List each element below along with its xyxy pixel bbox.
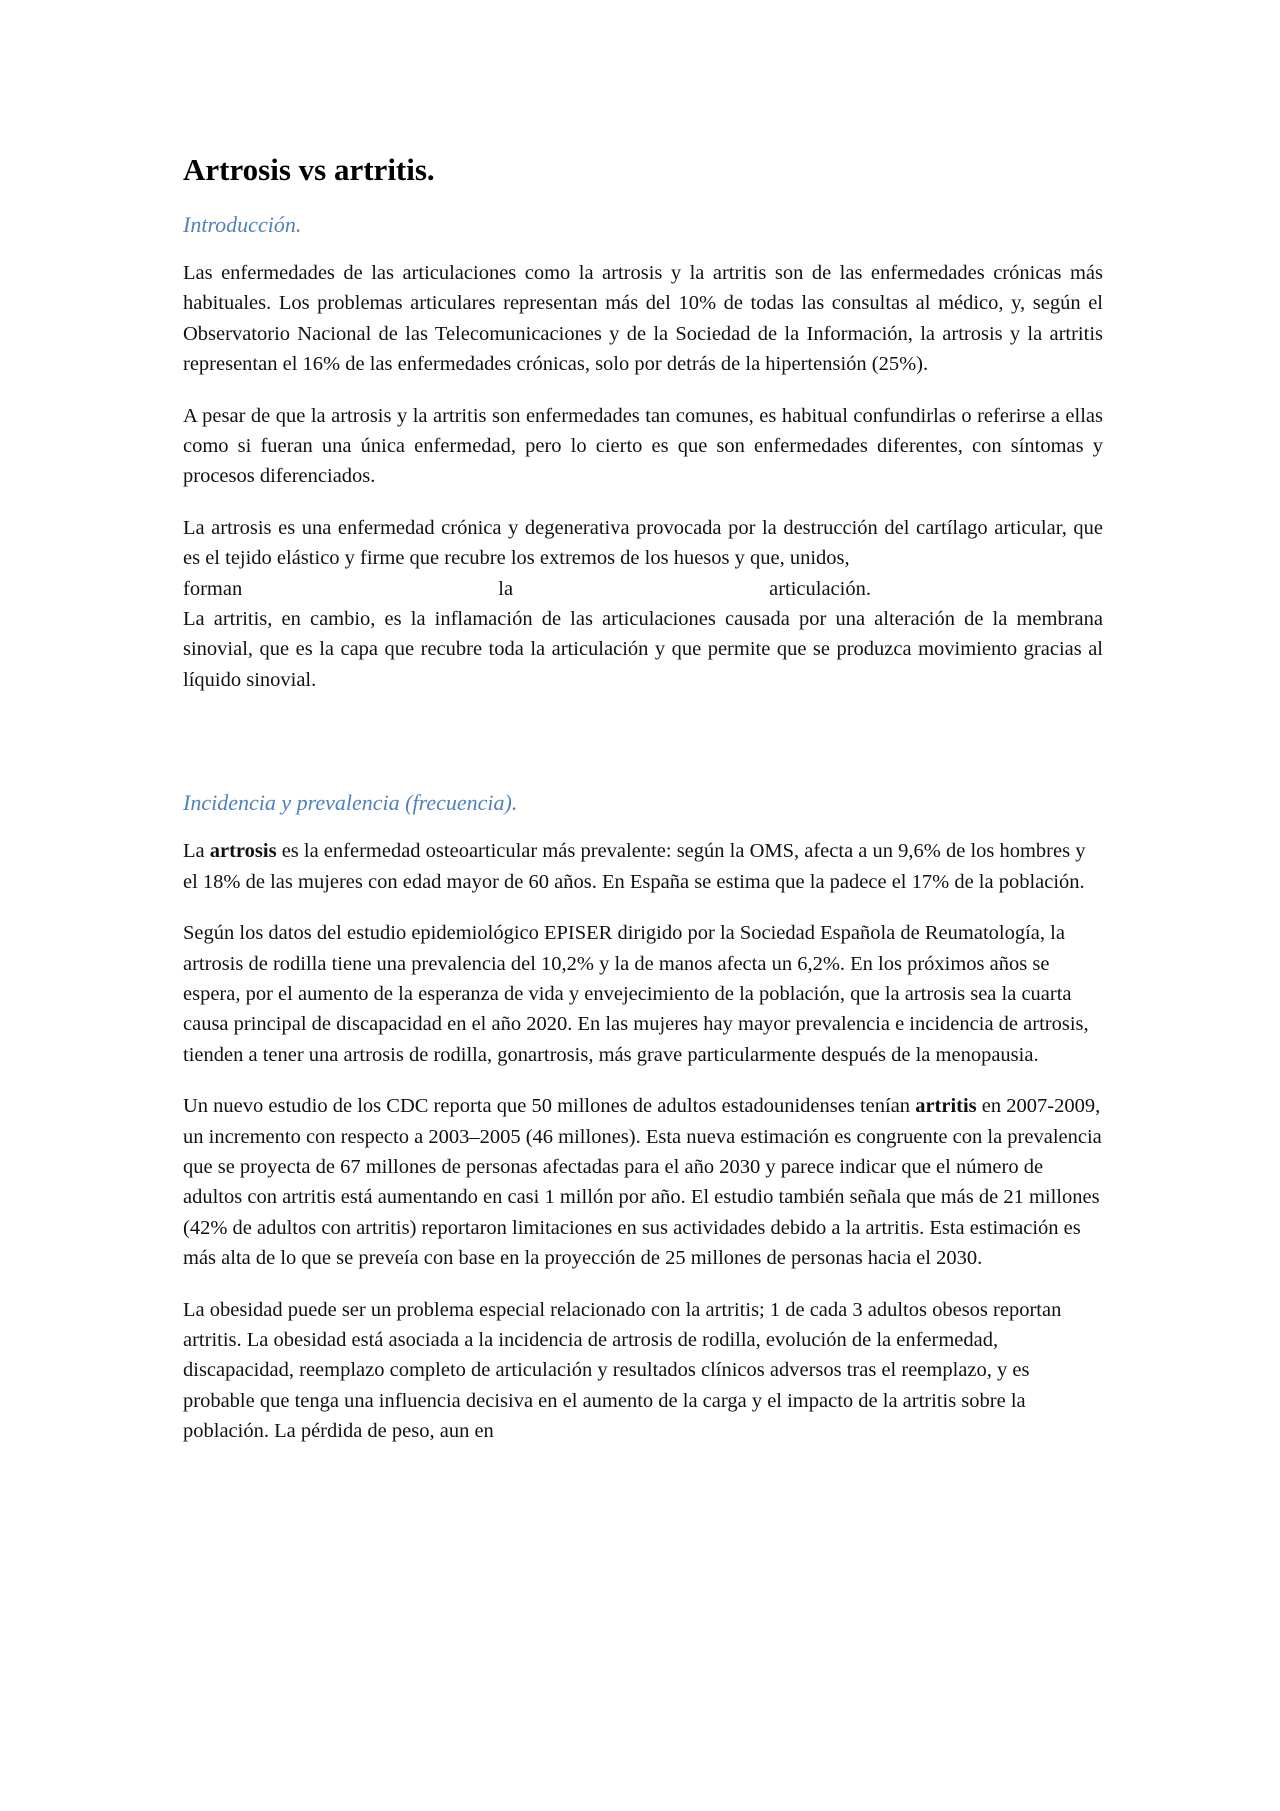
paragraph-text: Un nuevo estudio de los CDC reporta que 50 millones de adultos estadounidenses tenían xyxy=(183,1095,916,1118)
paragraph: Las enfermedades de las articulaciones como la artrosis y la artritis son de las enfermedades crónicas más habituales. Los problemas articulares representan más del 10% de todas las consultas al médico, y, según el Observatorio Nacional de las Telecomunicaciones y de la Sociedad de la Información, la artrosis y la artritis representan el 16% de las enfermedades crónicas, solo por detrás de la hipertensión (25%). xyxy=(183,262,1103,376)
justified-last-line xyxy=(183,574,1103,604)
document-title: Artrosis vs artritis. xyxy=(183,152,435,187)
paragraph xyxy=(183,513,1103,604)
paragraph: La obesidad puede ser un problema especial relacionado con la artritis; 1 de cada 3 adultos obesos reportan artritis. La obesidad está asociada a la incidencia de artrosis de rodilla, evolución de la enfermedad, discapacidad, reemplazo completo de articulación y resultados clínicos adversos tras el reemplazo, y es probable que tenga una influencia decisiva en el aumento de la carga y el impacto de la artritis sobre la población. La pérdida de peso, aun en xyxy=(183,1298,1062,1443)
paragraph xyxy=(183,836,1103,897)
paragraph-text: en 2007-2009, un incremento con respecto a 2003–2005 (46 millones). Esta nueva estimación es congruente con la prevalencia que se proyecta de 67 millones de personas afectadas para el año 2030 y parece indicar que el número de adultos con artritis está aumentando en casi 1 millón por año. El estudio también señala que más de 21 millones (42% de adultos con artritis) reportaron limitaciones en sus actividades debido a la artritis. Esta estimación es más alta de lo que se preveía con base en la proyección de 25 millones de personas hacia el 2030. xyxy=(183,1095,1102,1270)
section-heading-incidencia: Incidencia y prevalencia (frecuencia). xyxy=(183,790,518,816)
section-heading-introduccion: Introducción. xyxy=(183,212,302,237)
word: la xyxy=(498,577,514,600)
bold-keyword: artritis xyxy=(915,1095,977,1118)
paragraph-text: La artrosis es una enfermedad crónica y degenerativa provocada por la destrucción del cartílago articular, que es el tejido elástico y firme que recubre los extremos de los huesos y que, unidos, xyxy=(183,516,1103,570)
paragraph-text: es la enfermedad osteoarticular más prevalente: según la OMS, afecta a un 9,6% de los hombres y el 18% de las mujeres con edad mayor de 60 años. En España se estima que la padece el 17% de la población. xyxy=(183,840,1086,893)
word: forman xyxy=(183,577,243,600)
paragraph xyxy=(183,1091,1103,1273)
word: articulación. xyxy=(769,577,871,600)
bold-keyword: artrosis xyxy=(209,840,277,863)
paragraph-text: La xyxy=(183,840,210,863)
section-spacer xyxy=(183,716,1103,788)
paragraph: A pesar de que la artrosis y la artritis son enfermedades tan comunes, es habitual confundirlas o referirse a ellas como si fueran una única enfermedad, pero lo cierto es que son enfermedades diferentes, con síntomas y procesos diferenciados. xyxy=(183,404,1103,488)
document-body xyxy=(183,150,1103,1447)
paragraph: Según los datos del estudio epidemiológico EPISER dirigido por la Sociedad Española de Reumatología, la artrosis de rodilla tiene una prevalencia del 10,2% y la de manos afecta un 6,2%. En los próximos años se espera, por el aumento de la esperanza de vida y envejecimiento de la población, que la artrosis sea la cuarta causa principal de discapacidad en el año 2020. En las mujeres hay mayor prevalencia e incidencia de artrosis, tienden a tener una artrosis de rodilla, gonartrosis, más grave particularmente después de la menopausia. xyxy=(183,922,1089,1066)
paragraph: La artritis, en cambio, es la inflamación de las articulaciones causada por una alteración de la membrana sinovial, que es la capa que recubre toda la articulación y que permite que se produzca movimiento gracias al líquido sinovial. xyxy=(183,608,1103,691)
